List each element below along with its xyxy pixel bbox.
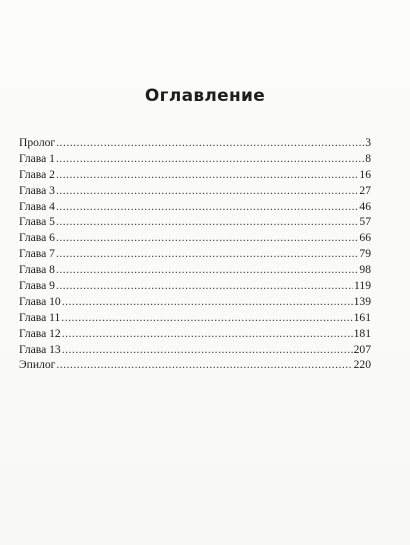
dot-leader	[56, 135, 364, 151]
toc-entry-title: Глава 8	[19, 263, 55, 277]
toc-entry-page: 8	[365, 151, 371, 165]
toc-entry-title: Глава 3	[19, 183, 55, 197]
toc-entry-title: Пролог	[19, 136, 56, 149]
dot-leader	[56, 246, 358, 262]
dot-leader	[62, 294, 353, 310]
toc-entry-page: 220	[353, 358, 371, 372]
toc-entry-page: 46	[359, 199, 371, 213]
toc-entry-title: Глава 5	[19, 215, 55, 229]
toc-entry	[19, 167, 371, 183]
toc-entry-page: 57	[359, 215, 371, 229]
toc-entry-title: Глава 1	[19, 151, 55, 165]
toc-heading: Оглавление	[144, 86, 266, 106]
toc-entry	[19, 294, 371, 310]
toc-entry	[19, 230, 371, 246]
toc-entry-page: 98	[359, 263, 371, 277]
toc-entry	[19, 278, 371, 294]
toc-entry-page: 119	[354, 279, 371, 293]
toc-entry	[19, 262, 371, 278]
toc-entry-title: Глава 7	[19, 247, 55, 261]
dot-leader	[56, 183, 358, 199]
toc-entry-title: Глава 10	[19, 294, 61, 308]
toc-entry	[19, 357, 371, 373]
toc-entry	[19, 214, 371, 230]
dot-leader	[56, 230, 358, 246]
toc-entry	[19, 199, 371, 215]
toc-entry-title: Глава 12	[19, 326, 61, 340]
dot-leader	[61, 310, 352, 326]
toc-entry-title: Глава 6	[19, 231, 55, 245]
toc-entry	[19, 135, 371, 151]
dot-leader	[56, 278, 353, 294]
dot-leader	[62, 326, 353, 342]
toc-entry	[19, 183, 371, 199]
dot-leader	[56, 357, 352, 373]
toc-entry-title: Глава 2	[19, 167, 55, 181]
toc-entry-title: Глава 9	[19, 279, 55, 293]
dot-leader	[56, 199, 358, 215]
dot-leader	[56, 151, 364, 167]
toc-entry	[19, 342, 371, 358]
toc-entry	[19, 246, 371, 262]
dot-leader	[62, 342, 353, 358]
toc-entry-title: Эпилог	[19, 358, 56, 372]
toc-entry-page: 66	[359, 231, 371, 245]
toc-entry-title: Глава 11	[19, 310, 61, 324]
toc-entry-title: Глава 13	[19, 342, 61, 356]
toc-entry-page: 161	[353, 310, 371, 324]
toc-entry-page: 3	[365, 136, 371, 149]
dot-leader	[56, 262, 358, 278]
dot-leader	[56, 167, 358, 183]
toc-entry-page: 16	[359, 167, 371, 181]
toc-entry	[19, 151, 371, 167]
toc-entry	[19, 310, 371, 326]
toc-entry	[19, 326, 371, 342]
toc-entry-page: 79	[359, 247, 371, 261]
toc-entry-page: 27	[359, 183, 371, 197]
toc-entry-page: 139	[353, 294, 371, 308]
toc-entry-page: 181	[353, 326, 371, 340]
dot-leader	[56, 214, 358, 230]
toc-entry-title: Глава 4	[19, 199, 55, 213]
table-of-contents	[19, 135, 371, 373]
toc-entry-page: 207	[353, 342, 371, 356]
